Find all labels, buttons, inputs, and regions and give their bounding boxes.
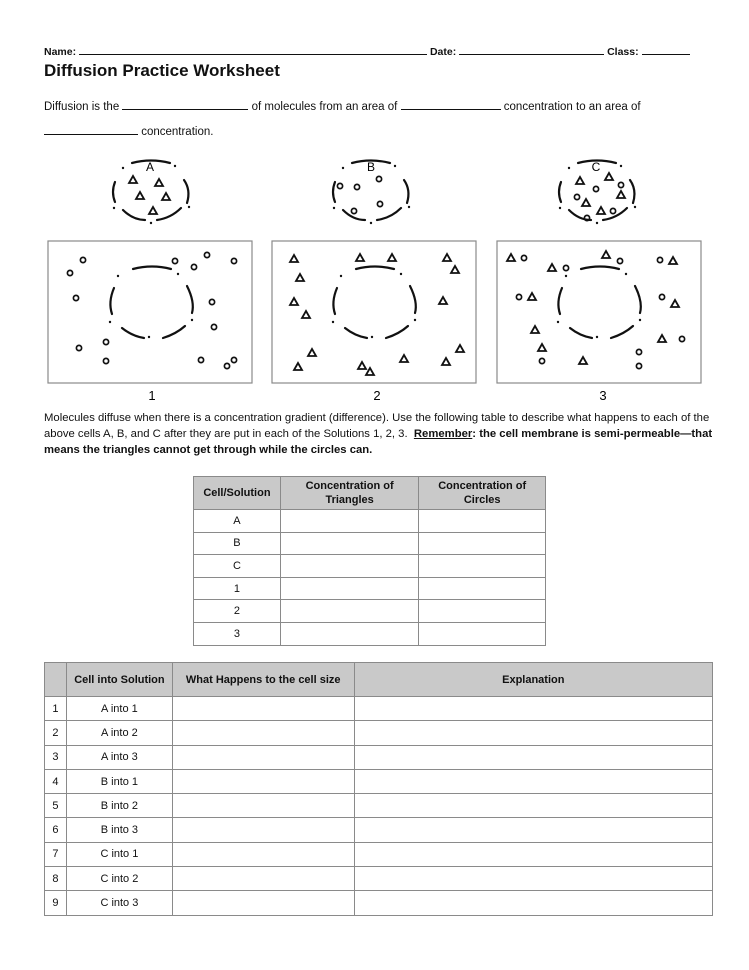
table-row	[194, 532, 546, 555]
row-label: A into 1	[66, 697, 172, 721]
answer-cell[interactable]	[280, 532, 419, 555]
solution-2-label: 2	[373, 388, 381, 403]
answer-cell[interactable]	[172, 867, 354, 891]
row-label: C into 3	[66, 891, 172, 915]
class-field[interactable]	[642, 44, 690, 55]
answer-cell[interactable]	[172, 769, 354, 793]
row-label: C	[194, 555, 281, 578]
answer-cell[interactable]	[419, 532, 546, 555]
date-label: Date:	[429, 46, 457, 58]
answer-cell[interactable]	[172, 697, 354, 721]
answer-cell[interactable]	[172, 794, 354, 818]
table-row	[45, 891, 713, 915]
answer-cell[interactable]	[172, 818, 354, 842]
header-cell: Concentration of Triangles	[280, 477, 419, 510]
table-row	[45, 842, 713, 866]
row-number: 3	[45, 745, 67, 769]
definition-text: of molecules from an area of	[251, 101, 398, 113]
row-number: 5	[45, 794, 67, 818]
definition-text: Diffusion is the	[44, 101, 120, 113]
row-label: 2	[194, 600, 281, 623]
remember-label: Remember	[413, 428, 473, 440]
cell-b-diagram	[333, 160, 410, 224]
table-row	[194, 510, 546, 533]
definition-line-2	[44, 124, 213, 138]
cell-a-label: A	[145, 160, 155, 174]
row-number: 4	[45, 769, 67, 793]
row-label: A	[194, 510, 281, 533]
row-label: C into 2	[66, 867, 172, 891]
table-header-row	[194, 477, 546, 510]
row-number: 2	[45, 721, 67, 745]
answer-cell[interactable]	[419, 555, 546, 578]
row-label: C into 1	[66, 842, 172, 866]
row-label: 1	[194, 577, 281, 600]
row-label: A into 2	[66, 721, 172, 745]
solution-3-label: 3	[599, 388, 607, 403]
row-label: 3	[194, 622, 281, 645]
row-label: B into 2	[66, 794, 172, 818]
answer-cell[interactable]	[419, 622, 546, 645]
name-label: Name:	[44, 46, 77, 58]
concentration-table	[193, 476, 546, 646]
row-label: B into 1	[66, 769, 172, 793]
answer-cell[interactable]	[280, 555, 419, 578]
answer-cell[interactable]	[354, 818, 712, 842]
header-cell: What Happens to the cell size	[172, 663, 354, 697]
solution-2-diagram	[272, 241, 476, 403]
answer-cell[interactable]	[354, 769, 712, 793]
blank-3[interactable]	[44, 124, 138, 135]
instructions-text: Molecules diffuse when there is a concentration gradient (difference). Use the following table to describe what happens to each of the above cells A, B, and C after they are put in each of the Solutions 1, 2, 3.	[44, 412, 710, 440]
header-cell: Explanation	[354, 663, 712, 697]
row-label: A into 3	[66, 745, 172, 769]
answer-cell[interactable]	[354, 721, 712, 745]
header-cell: Cell/Solution	[194, 477, 281, 510]
diffusion-diagram	[0, 150, 749, 405]
table-row	[45, 721, 713, 745]
answer-cell[interactable]	[172, 745, 354, 769]
cell-c-label: C	[591, 160, 601, 174]
answer-cell[interactable]	[280, 622, 419, 645]
name-field[interactable]	[79, 44, 427, 55]
answer-cell[interactable]	[354, 697, 712, 721]
solution-1-diagram	[48, 241, 252, 403]
blank-1[interactable]	[122, 99, 248, 110]
definition-text: concentration to an area of	[503, 101, 641, 113]
table-row	[45, 769, 713, 793]
cell-c-diagram	[559, 160, 636, 224]
table-row	[194, 600, 546, 623]
row-number: 8	[45, 867, 67, 891]
row-number: 9	[45, 891, 67, 915]
header-cell	[45, 663, 67, 697]
table-row	[45, 867, 713, 891]
remember-text: : the cell membrane is semi-permeable—that means the triangles cannot get through while the circles can.	[44, 428, 713, 456]
answer-cell[interactable]	[354, 794, 712, 818]
answer-cell[interactable]	[354, 891, 712, 915]
table-row	[194, 622, 546, 645]
blank-2[interactable]	[401, 99, 501, 110]
answer-cell[interactable]	[280, 510, 419, 533]
date-field[interactable]	[459, 44, 604, 55]
header-cell: Concentration of Circles	[419, 477, 546, 510]
definition-line-1	[44, 99, 641, 113]
answer-cell[interactable]	[419, 577, 546, 600]
row-number: 6	[45, 818, 67, 842]
solution-1-label: 1	[148, 388, 156, 403]
table-row	[45, 818, 713, 842]
class-label: Class:	[607, 46, 639, 58]
header-fields	[44, 44, 690, 58]
answer-cell[interactable]	[280, 577, 419, 600]
results-table	[44, 662, 713, 916]
definition-text: concentration.	[141, 126, 214, 138]
instructions-paragraph	[44, 410, 714, 458]
table-row	[45, 794, 713, 818]
table-header-row	[45, 663, 713, 697]
table-row	[45, 745, 713, 769]
answer-cell[interactable]	[172, 842, 354, 866]
row-number: 7	[45, 842, 67, 866]
header-cell: Cell into Solution	[66, 663, 172, 697]
answer-cell[interactable]	[172, 891, 354, 915]
answer-cell[interactable]	[354, 842, 712, 866]
answer-cell[interactable]	[172, 721, 354, 745]
row-label: B into 3	[66, 818, 172, 842]
cell-a-diagram	[113, 160, 190, 224]
table-row	[45, 697, 713, 721]
answer-cell[interactable]	[354, 745, 712, 769]
table-row	[194, 577, 546, 600]
answer-cell[interactable]	[354, 867, 712, 891]
cell-b-label: B	[366, 160, 376, 174]
answer-cell[interactable]	[419, 510, 546, 533]
row-number: 1	[45, 697, 67, 721]
answer-cell[interactable]	[280, 600, 419, 623]
row-label: B	[194, 532, 281, 555]
answer-cell[interactable]	[419, 600, 546, 623]
solution-3-diagram	[497, 241, 701, 403]
page-title: Diffusion Practice Worksheet	[44, 61, 280, 80]
table-row	[194, 555, 546, 578]
